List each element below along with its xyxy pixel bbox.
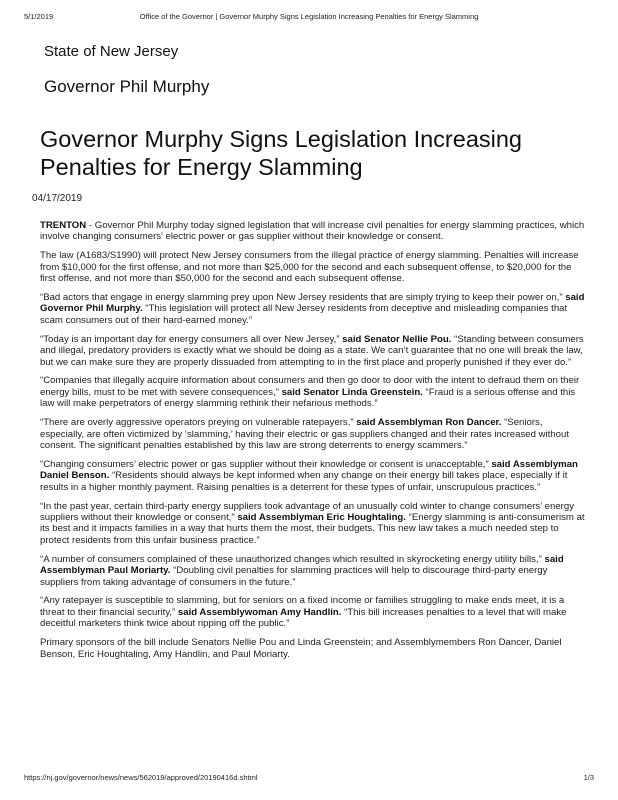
quote-paragraph: “A number of consumers complained of these unauthorized changes which resulted in skyrocketing energy utility bills,” said Assemblyman Paul Moriarty. “Doubling civil penalties for slamming practices will help to discourage third-party energy suppliers from taking advantage of consumers in the future.” xyxy=(40,553,564,588)
quote-paragraph: “Changing consumers’ electric power or gas supplier without their knowledge or consent is unacceptable,” said Assemblyman Daniel Benson. “Residents should always be kept informed when any change on their energy bill takes place, especially if it results in a higher monthly payment. Raising penalties is a deterrent for these types of unfair, unscrupulous practices.” xyxy=(40,458,578,493)
state-link[interactable]: State of New Jersey xyxy=(44,43,179,60)
quote-paragraph: “There are overly aggressive operators preying on vulnerable ratepayers,” said Assemblyman Ron Dancer. “Seniors, especially, are often victimized by ‘slamming,’ having their electric or gas suppliers changed and their rates increased without consent. The significant penalties established by this law are strong deterrents to energy scammers.” xyxy=(40,417,569,451)
speaker: said Assemblyman Ron Dancer. xyxy=(353,417,502,429)
paragraph: The law (A1683/S1990) will protect New Jersey consumers from the illegal practice of energy slamming. Penalties will increase from $10,000 for the first offense, and not more than $25,000 for the second and each subsequent offense, to $20,000 for the first offense, and not more than $50,000 for the second and each subsequent offense. xyxy=(40,250,579,285)
article-body xyxy=(40,220,586,668)
quote-paragraph: “Bad actors that engage in energy slamming prey upon New Jersey residents that are simply trying to keep their power on,” said Governor Phil Murphy. “This legislation will protect all New Jersey residents from deceptive and misleading companies that scam consumers out of their hard-earned money.” xyxy=(40,292,585,326)
speaker: said Assemblyman Eric Houghtaling. xyxy=(234,512,406,524)
governor-link[interactable]: Governor Phil Murphy xyxy=(44,77,210,96)
article-date: 04/17/2019 xyxy=(32,193,83,204)
page-url[interactable]: https://nj.gov/governor/news/news/562019/approved/20190416d.shtml xyxy=(24,773,258,782)
quote-paragraph: “In the past year, certain third-party energy suppliers took advantage of an unusually cold winter to change consumers’ energy suppliers without their knowledge or consent,” said Assemblyman Eric Houghtaling. “Energy slamming is anti-consumerism at its best and it impacts families in a way that hurts them the most, their budgets. This new law takes a much needed step to protect residents from this unfair business practice.” xyxy=(40,500,585,546)
speaker: said Senator Nellie Pou. xyxy=(339,333,452,345)
page-number: 1/3 xyxy=(583,773,594,782)
speaker: said Assemblyman Daniel Benson. xyxy=(40,458,578,482)
speaker: said Governor Phil Murphy. xyxy=(40,292,585,315)
speaker: said Assemblywoman Amy Handlin. xyxy=(175,606,342,618)
print-date: 5/1/2019 xyxy=(24,12,54,21)
print-page-title: Office of the Governor | Governor Murphy Signs Legislation Increasing Penalties for Energy Slamming xyxy=(139,12,479,21)
quote-paragraph: “Today is an important day for energy consumers all over New Jersey,” said Senator Nellie Pou. “Standing between consumers and illegal, predatory providers is exactly what we should be doing as a state. We can’t guarantee that no one will break the law, but we can make sure they are properly dissuaded from attempting to in the first place and properly punished if they ever do.” xyxy=(40,333,584,368)
speaker: said Assemblyman Paul Moriarty. xyxy=(40,553,564,577)
quote-paragraph: “Companies that illegally acquire information about consumers and then go door to door with the intent to defraud them on their energy bills, must to be met with severe consequences,” said Senator Linda Greenstein. “Fraud is a serious offense and this law will make perpetrators of energy slamming rethink their nefarious methods.” xyxy=(40,375,580,410)
paragraph: TRENTON - Governor Phil Murphy today signed legislation that will increase civil penalties for energy slamming practices, which involve changing consumers’ electric power or gas supplier without their knowledge or consent. xyxy=(40,220,585,243)
print-header xyxy=(24,12,594,24)
quote-paragraph: “Any ratepayer is susceptible to slamming, but for seniors on a fixed income or families struggling to make ends meet, it is a threat to their financial security,” said Assemblywoman Amy Handlin. “This bill increases penalties to a level that will make deceitful marketers think twice about ripping off the public.” xyxy=(40,595,567,630)
dateline: TRENTON xyxy=(40,220,87,231)
paragraph: Primary sponsors of the bill include Senators Nellie Pou and Linda Greenstein; and Assemblymembers Ron Dancer, Daniel Benson, Eric Houghtaling, Amy Handlin, and Paul Moriarty. xyxy=(40,637,562,660)
article-headline: Governor Murphy Signs Legislation Increasing Penalties for Energy Slamming xyxy=(40,126,523,180)
speaker: said Senator Linda Greenstein. xyxy=(278,386,423,398)
